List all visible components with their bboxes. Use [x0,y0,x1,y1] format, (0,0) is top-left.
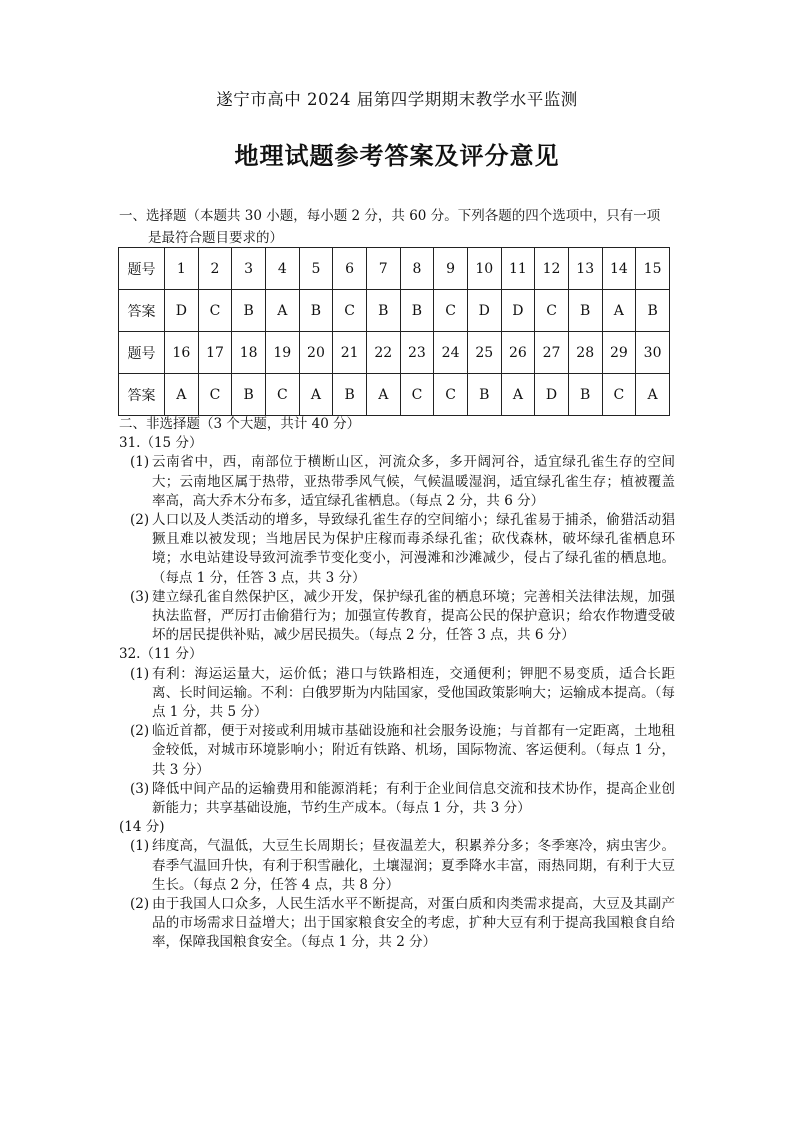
question-number-cell: 5 [299,248,333,290]
table-row-answers-1 [119,290,670,332]
question-number-cell: 8 [400,248,434,290]
question-number-cell: 26 [501,332,535,374]
answer-cell: A [299,374,333,416]
answer-table [118,247,670,416]
question-number-cell: 9 [434,248,468,290]
answer-cell: C [198,374,232,416]
item-text: 降低中间产品的运输费用和能源消耗；有利于企业间信息交流和技术协作，提高企业创新能力；共享基础设施，节约生产成本。（每点 1 分，共 3 分） [152,780,675,817]
question-number-cell: 21 [333,332,367,374]
question-number-cell: 3 [232,248,266,290]
item-text: 人口以及人类活动的增多，导致绿孔雀生存的空间缩小；绿孔雀易于捕杀，偷猎活动猖獗且难以被发现；当地居民为保护庄稼而毒杀绿孔雀；砍伐森林，破坏绿孔雀栖息环境；水电站建设导致河流季节变化变小，河漫滩和沙滩减少，侵占了绿孔雀的栖息地。（每点 1 分，任答 3 点，共 3 分） [152,512,675,586]
item-text: 临近首都，便于对接或利用城市基础设施和社会服务设施；与首都有一定距离，土地租金较低，对城市环境影响小；附近有铁路、机场，国际物流、客运便利。（每点 1 分，共 3 分） [152,723,675,778]
question-number-cell: 2 [198,248,232,290]
answer-cell: D [165,290,199,332]
q31-item-1 [119,453,675,511]
question-number-cell: 7 [366,248,400,290]
section1-heading [119,205,679,249]
section2 [119,415,675,953]
section2-heading: 二、非选择题（3 个大题，共计 40 分） [119,416,361,432]
answer-cell: B [467,374,501,416]
question-number-cell: 27 [535,332,569,374]
section1-heading-line2: 是最符合题目要求的） [148,230,283,246]
answer-cell: C [535,290,569,332]
exam-subtitle: 遂宁市高中 2024 届第四学期期末教学水平监测 [216,90,578,109]
answer-cell: C [333,290,367,332]
q33-item-2 [119,895,675,953]
table-row-numbers-1 [119,248,670,290]
q31-item-2 [119,511,675,588]
question-number-cell: 25 [467,332,501,374]
answer-cell: B [636,290,670,332]
question-number-cell: 15 [636,248,670,290]
answer-cell: B [366,290,400,332]
answer-cell: D [467,290,501,332]
question-number-cell: 23 [400,332,434,374]
question-number-cell: 4 [265,248,299,290]
row-label-answer: 答案 [119,290,165,332]
answer-cell: A [636,374,670,416]
item-number: (2) [130,512,150,529]
answer-cell: C [400,374,434,416]
item-text: 云南省中，西，南部位于横断山区，河流众多，多开阔河谷，适宜绿孔雀生存的空间大；云南地区属于热带，亚热带季风气候，气候温暖湿润，适宜绿孔雀生存；植被覆盖率高，高大乔木分布多，适宜绿孔雀栖息。（每点 2 分，共 6 分） [152,454,675,509]
answer-cell: C [434,374,468,416]
q33-item-1 [119,837,675,895]
answer-cell: A [602,290,636,332]
question-number-cell: 20 [299,332,333,374]
section1-heading-line1: 一、选择题（本题共 30 小题，每小题 2 分，共 60 分。下列各题的四个选项中，只有一项 [119,208,661,224]
item-number: (1) [130,454,150,471]
answer-cell: A [165,374,199,416]
item-number: (2) [130,896,150,913]
question-33 [119,818,675,952]
page-title: 地理试题参考答案及评分意见 [234,141,560,170]
answer-cell: B [232,374,266,416]
question-number-cell: 12 [535,248,569,290]
table-row-numbers-2 [119,332,670,374]
question-number-cell: 19 [265,332,299,374]
item-text: 由于我国人口众多，人民生活水平不断提高，对蛋白质和肉类需求提高，大豆及其副产品的市场需求日益增大；出于国家粮食安全的考虑，扩种大豆有利于提高我国粮食自给率，保障我国粮食安全。（每点 1 分，共 2 分） [152,896,675,951]
row-label-question: 题号 [119,332,165,374]
row-label-question: 题号 [119,248,165,290]
item-number: (3) [130,588,150,605]
question-number-cell: 24 [434,332,468,374]
question-number-cell: 22 [366,332,400,374]
item-text: 有利：海运运量大，运价低；港口与铁路相连，交通便利；钾肥不易变质，适合长距离、长时间运输。不利：白俄罗斯为内陆国家，受他国政策影响大；运输成本提高。（每点 1 分，共 5 分） [152,665,675,721]
item-number: (1) [130,665,150,682]
item-number: (3) [130,780,150,797]
question-32 [119,645,675,818]
answer-cell: B [299,290,333,332]
question-number-cell: 18 [232,332,266,374]
question-number-cell: 29 [602,332,636,374]
question-number-cell: 6 [333,248,367,290]
question-31-label: 31.（15 分） [119,435,203,452]
question-number-cell: 14 [602,248,636,290]
question-number-cell: 28 [568,332,602,374]
q32-item-3 [119,780,675,818]
question-number-cell: 10 [467,248,501,290]
answer-cell: C [434,290,468,332]
question-32-label: 32.（11 分） [119,646,203,663]
table-row-answers-2 [119,374,670,416]
answer-cell: D [535,374,569,416]
item-number: (2) [130,723,150,740]
answer-cell: A [501,374,535,416]
answer-cell: C [265,374,299,416]
answer-cell: C [602,374,636,416]
question-33-label: (14 分) [119,819,165,836]
answer-cell: B [568,290,602,332]
question-31 [119,434,675,645]
answer-cell: B [568,374,602,416]
answer-cell: B [232,290,266,332]
answer-cell: B [400,290,434,332]
q31-item-3 [119,588,675,646]
answer-cell: B [333,374,367,416]
answer-cell: A [265,290,299,332]
question-number-cell: 1 [165,248,199,290]
question-number-cell: 17 [198,332,232,374]
question-number-cell: 16 [165,332,199,374]
item-number: (1) [130,838,150,855]
question-number-cell: 13 [568,248,602,290]
q32-item-1 [119,665,675,723]
q32-item-2 [119,722,675,780]
answer-cell: D [501,290,535,332]
item-text: 建立绿孔雀自然保护区，减少开发，保护绿孔雀的栖息环境；完善相关法律法规，加强执法监督，严厉打击偷猎行为；加强宣传教育，提高公民的保护意识；给农作物遭受破坏的居民提供补贴，减少居民损失。（每点 2 分，任答 3 点，共 6 分） [152,588,675,644]
question-number-cell: 11 [501,248,535,290]
answer-cell: C [198,290,232,332]
answer-cell: A [366,374,400,416]
row-label-answer: 答案 [119,374,165,416]
question-number-cell: 30 [636,332,670,374]
item-text: 纬度高，气温低，大豆生长周期长；昼夜温差大，积累养分多；冬季寒冷，病虫害少。春季气温回升快，有利于积雪融化，土壤湿润；夏季降水丰富，雨热同期，有利于大豆生长。（每点 2 分，任答 4 点，共 8 分） [152,838,675,893]
